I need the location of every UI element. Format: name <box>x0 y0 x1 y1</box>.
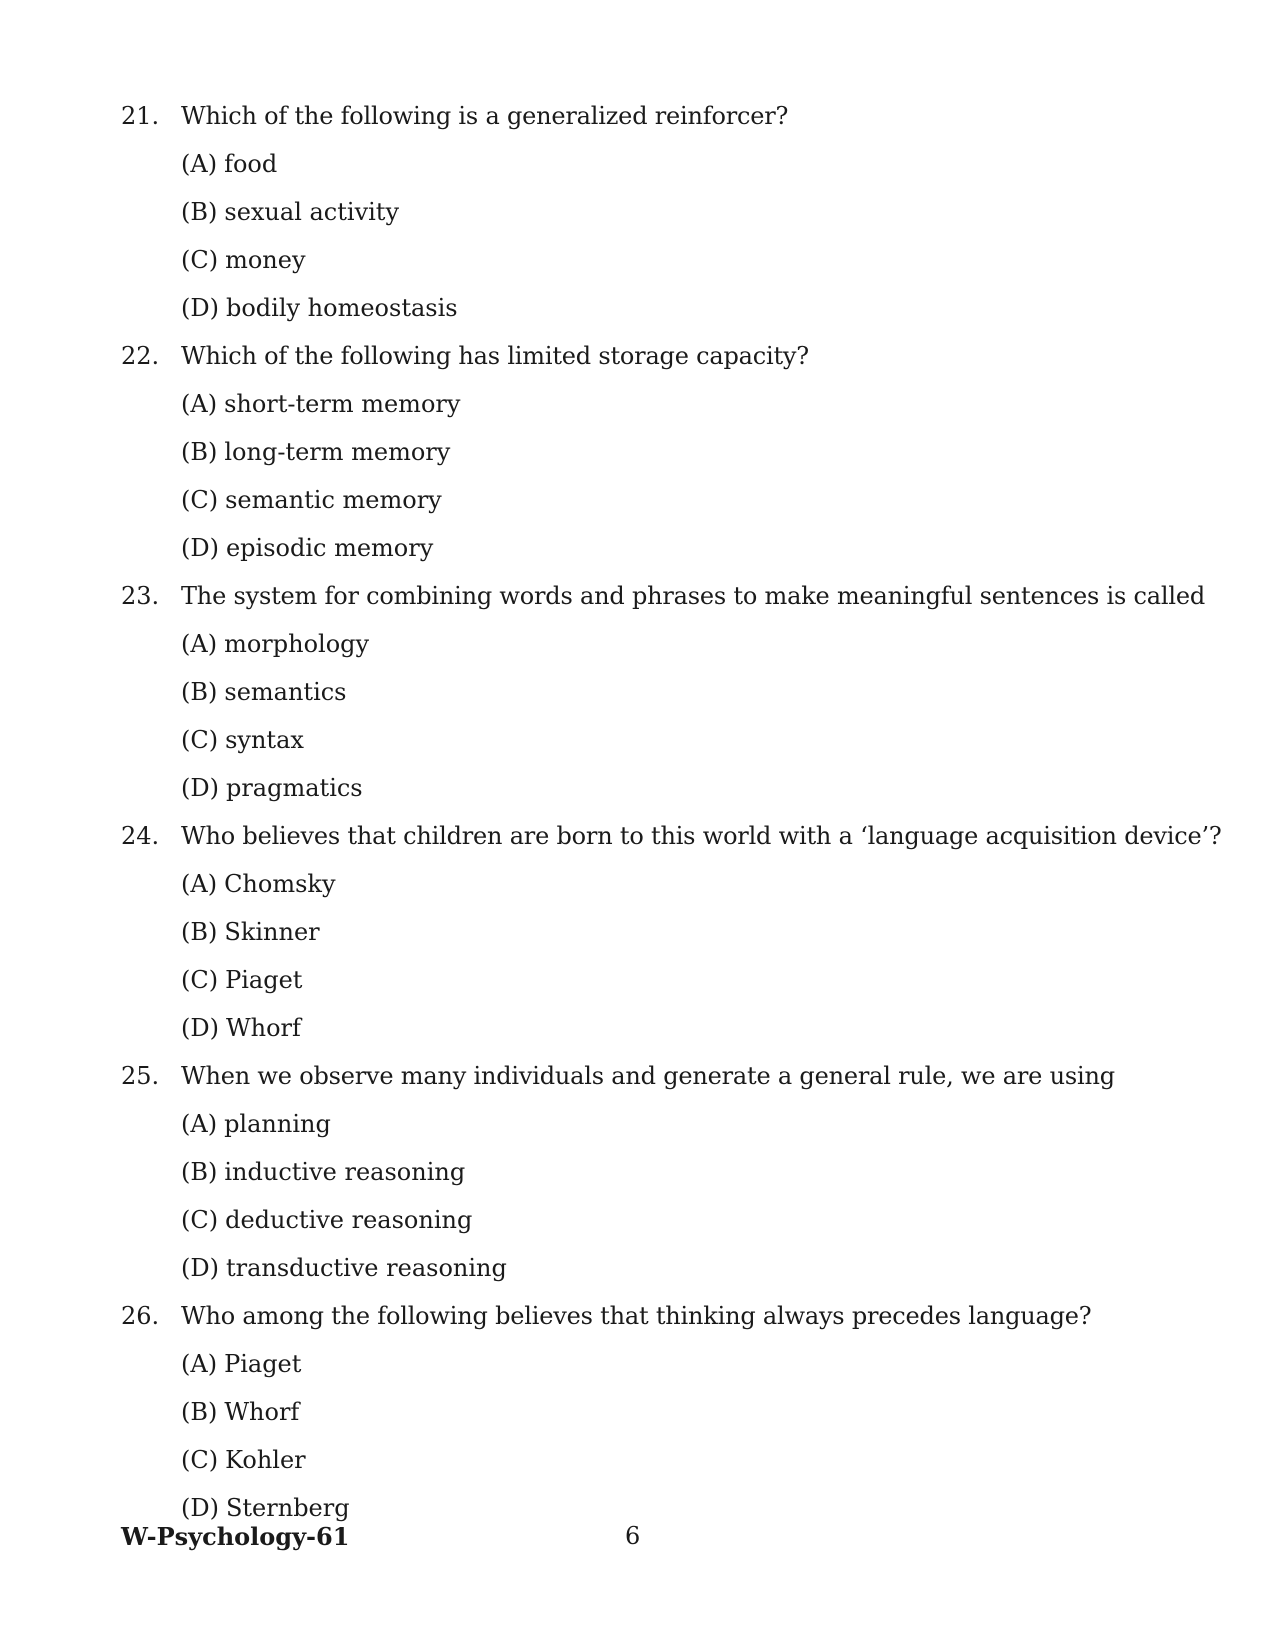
question-stem <box>121 1292 1181 1340</box>
answer-option <box>121 764 1181 812</box>
answer-option <box>121 1436 1181 1484</box>
question-number: 23. <box>121 582 160 610</box>
option-text: Piaget <box>224 1350 302 1378</box>
question-text: The system for combining words and phrases to make meaningful sentences is called <box>181 582 1206 610</box>
question-stem <box>121 572 1206 620</box>
question-stem <box>121 92 1181 140</box>
option-letter: (A) <box>181 1110 218 1138</box>
answer-option <box>121 1388 1181 1436</box>
option-text: Whorf <box>225 1014 301 1042</box>
option-letter: (B) <box>181 1398 218 1426</box>
paper-code: W-Psychology-61 <box>121 1522 350 1551</box>
question-6 <box>121 1292 1181 1532</box>
option-text: inductive reasoning <box>224 1158 466 1186</box>
answer-option <box>121 1196 1181 1244</box>
question-number: 22. <box>121 342 160 370</box>
question-number: 24. <box>121 822 160 850</box>
option-letter: (C) <box>181 486 219 514</box>
answer-option <box>121 956 1181 1004</box>
question-text: When we observe many individuals and generate a general rule, we are using <box>181 1062 1115 1090</box>
option-letter: (C) <box>181 1446 219 1474</box>
question-4 <box>121 812 1222 1052</box>
option-text: bodily homeostasis <box>225 294 458 322</box>
answer-option <box>121 140 1181 188</box>
option-letter: (B) <box>181 198 218 226</box>
option-letter: (D) <box>181 534 219 562</box>
option-text: Skinner <box>224 918 320 946</box>
question-2 <box>121 332 1181 572</box>
option-letter: (A) <box>181 390 218 418</box>
question-stem <box>121 332 1181 380</box>
question-3 <box>121 572 1206 812</box>
option-text: Chomsky <box>224 870 336 898</box>
question-text: Who believes that children are born to this world with a ‘language acquisition device’? <box>181 822 1222 850</box>
option-letter: (D) <box>181 1254 219 1282</box>
option-text: Piaget <box>225 966 303 994</box>
question-text: Which of the following has limited storage capacity? <box>181 342 809 370</box>
option-letter: (A) <box>181 870 218 898</box>
option-text: semantics <box>224 678 347 706</box>
option-text: Sternberg <box>225 1494 350 1522</box>
option-letter: (A) <box>181 150 218 178</box>
option-text: syntax <box>225 726 304 754</box>
page-footer <box>121 1522 1181 1562</box>
option-letter: (D) <box>181 1014 219 1042</box>
option-letter: (B) <box>181 918 218 946</box>
question-stem <box>121 1052 1181 1100</box>
option-letter: (C) <box>181 966 219 994</box>
option-letter: (B) <box>181 1158 218 1186</box>
answer-option <box>121 908 1181 956</box>
option-text: pragmatics <box>225 774 363 802</box>
option-letter: (C) <box>181 246 219 274</box>
option-text: food <box>224 150 278 178</box>
option-text: semantic memory <box>225 486 442 514</box>
answer-option <box>121 1100 1181 1148</box>
option-text: long-term memory <box>224 438 451 466</box>
answer-option <box>121 1244 1181 1292</box>
answer-option <box>121 1148 1181 1196</box>
page-number: 6 <box>625 1522 641 1550</box>
option-text: deductive reasoning <box>225 1206 473 1234</box>
answer-option <box>121 716 1181 764</box>
option-letter: (B) <box>181 438 218 466</box>
answer-option <box>121 524 1181 572</box>
option-letter: (A) <box>181 630 218 658</box>
option-letter: (B) <box>181 678 218 706</box>
answer-option <box>121 380 1181 428</box>
option-text: Whorf <box>224 1398 300 1426</box>
option-text: sexual activity <box>224 198 400 226</box>
question-5 <box>121 1052 1181 1292</box>
answer-option <box>121 476 1181 524</box>
question-text: Which of the following is a generalized reinforcer? <box>181 102 789 130</box>
option-letter: (D) <box>181 294 219 322</box>
question-number: 21. <box>121 102 160 130</box>
option-letter: (D) <box>181 774 219 802</box>
option-letter: (D) <box>181 1494 219 1522</box>
option-text: money <box>225 246 306 274</box>
question-stem <box>121 812 1222 860</box>
option-text: planning <box>224 1110 331 1138</box>
answer-option <box>121 860 1181 908</box>
option-letter: (C) <box>181 1206 219 1234</box>
answer-option <box>121 1340 1181 1388</box>
option-letter: (C) <box>181 726 219 754</box>
answer-option <box>121 236 1181 284</box>
question-number: 25. <box>121 1062 160 1090</box>
answer-option <box>121 620 1181 668</box>
question-number: 26. <box>121 1302 160 1330</box>
question-text: Who among the following believes that thinking always precedes language? <box>181 1302 1092 1330</box>
answer-option <box>121 428 1181 476</box>
option-text: morphology <box>224 630 370 658</box>
question-1 <box>121 92 1181 332</box>
option-text: short-term memory <box>224 390 461 418</box>
answer-option <box>121 188 1181 236</box>
option-text: transductive reasoning <box>225 1254 507 1282</box>
question-list <box>121 92 1222 1532</box>
option-letter: (A) <box>181 1350 218 1378</box>
answer-option <box>121 284 1181 332</box>
answer-option <box>121 668 1181 716</box>
answer-option <box>121 1004 1181 1052</box>
option-text: episodic memory <box>225 534 434 562</box>
option-text: Kohler <box>225 1446 306 1474</box>
